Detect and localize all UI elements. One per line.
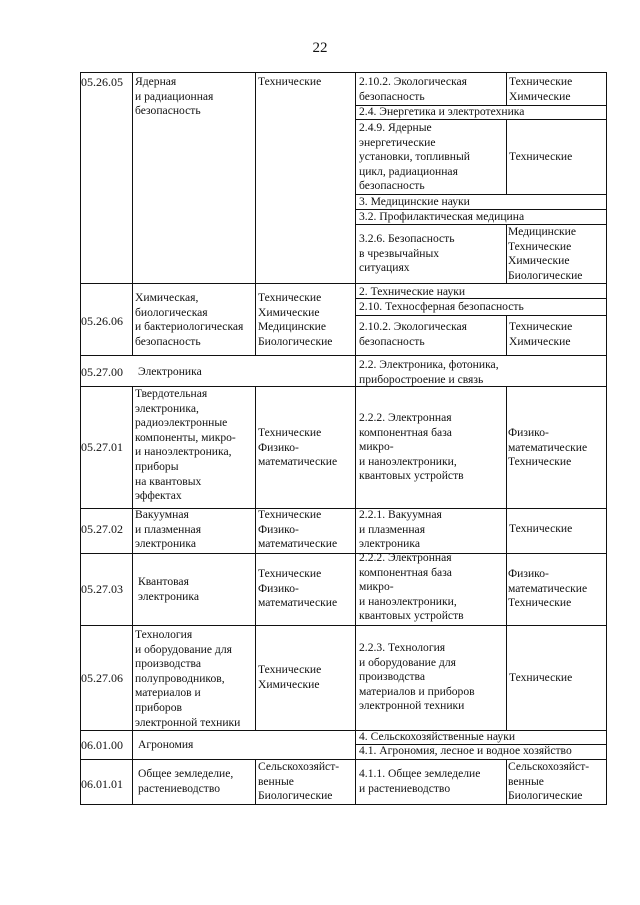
cell-r5-code — [81, 522, 123, 537]
cell-line: 2.10.2. Экологическая — [359, 320, 468, 333]
cell-line: 4.1.1. Общее земледелие — [359, 767, 481, 780]
cell-line: и плазменная — [135, 522, 202, 536]
cell-r1-sub2 — [359, 121, 470, 194]
grid-line — [506, 759, 507, 805]
cell-r1-grp2 — [359, 195, 470, 210]
cell-r9-code — [81, 777, 123, 792]
cell-line: и наноэлектроника, — [135, 445, 232, 459]
cell-line: компоненты, микро- — [135, 430, 236, 444]
cell-line: Биологические — [258, 789, 333, 803]
cell-line: квантовых устройств — [359, 469, 464, 483]
cell-r2-sub1-sci — [509, 320, 572, 349]
cell-line: 2. Технические науки — [359, 285, 466, 298]
cell-line: компонентная база — [359, 565, 452, 579]
cell-line: венные — [258, 774, 294, 788]
grid-line — [355, 72, 356, 805]
cell-r5-sub — [359, 508, 442, 552]
cell-line: Сельскохозяйст- — [258, 760, 340, 773]
cell-line: электронной техники — [135, 715, 241, 729]
grid-line — [255, 386, 256, 731]
cell-r2-name — [135, 291, 243, 349]
cell-line: математические — [258, 537, 338, 551]
cell-r5-sub-sci — [509, 522, 572, 537]
cell-r4-code — [81, 440, 123, 455]
grid-line — [80, 553, 607, 554]
cell-r2-sub1 — [359, 320, 467, 349]
cell-line: 05.27.02 — [81, 522, 123, 536]
cell-line: 3.2. Профилактическая медицина — [359, 210, 525, 223]
cell-line: приборов — [135, 700, 182, 714]
cell-line: Физико- — [258, 522, 299, 536]
cell-line: 2.2.2. Электронная — [359, 551, 452, 564]
cell-line: Химические — [258, 677, 320, 691]
grid-line — [355, 315, 607, 316]
cell-line: 3.2.6. Безопасность — [359, 232, 455, 245]
grid-line — [506, 315, 507, 356]
cell-line: и радиационная — [135, 89, 214, 103]
cell-line: Физико- — [508, 567, 549, 580]
grid-line — [80, 625, 607, 626]
cell-line: 2.2.1. Вакуумная — [359, 508, 442, 521]
grid-line — [606, 72, 607, 805]
grid-line — [506, 224, 507, 284]
cell-line: Химическая, — [135, 291, 199, 304]
cell-line: электроника — [138, 589, 199, 603]
cell-line: цикл, радиационная — [359, 164, 458, 178]
cell-line: 2.10.2. Экологическая — [359, 75, 468, 88]
cell-line: и оборудование для — [359, 655, 456, 669]
cell-line: 2.2.2. Электронная — [359, 411, 452, 424]
cell-line: электронной техники — [359, 699, 465, 713]
cell-line: 2.2.3. Технология — [359, 641, 446, 654]
cell-line: Технические — [258, 508, 322, 521]
cell-line: Общее земледелие, — [138, 767, 234, 780]
cell-r4-sub-sci — [508, 426, 587, 470]
cell-line: производства — [359, 670, 426, 684]
grid-line — [80, 72, 607, 73]
cell-r4-name — [135, 387, 236, 504]
cell-r1-sub2-sci — [509, 150, 572, 165]
cell-line: Биологические — [508, 789, 583, 803]
cell-line: Технические — [258, 426, 322, 439]
cell-line: Технические — [258, 75, 322, 88]
cell-line: Технические — [258, 567, 322, 580]
cell-line: электроника — [135, 537, 196, 551]
cell-r9-name — [138, 767, 233, 796]
cell-line: и плазменная — [359, 522, 426, 536]
cell-line: 05.27.06 — [81, 671, 123, 685]
grid-line — [255, 759, 256, 805]
cell-r1-sub3-sci — [508, 225, 582, 283]
cell-r6-code — [81, 582, 123, 597]
cell-r8-grp1 — [359, 730, 515, 745]
cell-line: Технические — [509, 75, 573, 88]
cell-r7-sub — [359, 641, 475, 714]
cell-r6-name — [138, 575, 199, 604]
cell-line: математические — [508, 440, 588, 454]
cell-line: 2.2. Электроника, фотоника, — [359, 358, 499, 371]
cell-line: 2.10. Техносферная безопасность — [359, 300, 524, 313]
cell-line: и растениеводство — [359, 781, 451, 795]
page-number: 22 — [312, 40, 328, 56]
cell-line: безопасность — [135, 334, 201, 348]
grid-line — [506, 72, 507, 106]
cell-line: Химические — [258, 305, 320, 319]
cell-line: безопасность — [359, 89, 425, 103]
cell-line: и наноэлектроники, — [359, 594, 457, 608]
cell-r8-grp2 — [359, 744, 572, 759]
cell-line: Технические — [508, 455, 572, 469]
cell-r1-code — [81, 75, 123, 90]
cell-line: 05.27.00 — [81, 365, 123, 379]
cell-line: Физико- — [258, 581, 299, 595]
cell-line: математические — [508, 581, 588, 595]
cell-line: 4. Сельскохозяйственные науки — [359, 730, 516, 743]
grid-line — [132, 386, 133, 805]
cell-line: Физико- — [508, 426, 549, 439]
cell-r9-sci — [258, 760, 339, 804]
cell-r9-sub-sci — [508, 760, 589, 804]
cell-line: Технические — [508, 596, 572, 610]
cell-r2-code — [81, 314, 123, 329]
cell-line: электроника, — [135, 401, 199, 415]
grid-line — [506, 386, 507, 731]
cell-line: эффектах — [135, 489, 182, 503]
cell-line: приборостроение и связь — [359, 372, 484, 386]
cell-r7-code — [81, 671, 123, 686]
cell-line: Биологические — [508, 268, 583, 282]
cell-line: на квантовых — [135, 474, 202, 488]
cell-r7-name — [135, 628, 240, 730]
cell-line: Физико- — [258, 440, 299, 454]
cell-line: электроника — [359, 537, 420, 551]
cell-line: Ядерная — [135, 75, 177, 88]
cell-line: и наноэлектроники, — [359, 454, 457, 468]
cell-line: Технические — [258, 291, 322, 304]
cell-line: математические — [258, 455, 338, 469]
cell-line: Вакуумная — [135, 508, 189, 521]
cell-line: безопасность — [359, 334, 425, 348]
cell-r1-sci — [258, 75, 321, 90]
cell-line: Медицинские — [258, 320, 326, 334]
cell-r7-sci — [258, 663, 321, 692]
cell-r3-code — [81, 365, 123, 380]
cell-line: в чрезвычайных — [359, 246, 440, 260]
cell-line: биологическая — [135, 305, 208, 319]
cell-line: микро- — [359, 440, 394, 454]
cell-line: безопасность — [359, 179, 425, 193]
cell-r9-sub — [359, 767, 480, 796]
cell-line: и оборудование для — [135, 642, 232, 656]
cell-r2-sci — [258, 291, 332, 349]
cell-line: 05.27.01 — [81, 440, 123, 454]
cell-line: Технические — [509, 320, 573, 333]
cell-line: производства — [135, 657, 202, 671]
cell-line: 05.27.03 — [81, 582, 123, 596]
cell-line: Химические — [508, 254, 570, 268]
cell-line: математические — [258, 596, 338, 610]
grid-line — [255, 72, 256, 356]
cell-line: энергетические — [359, 135, 436, 149]
cell-r6-sub — [359, 551, 464, 624]
cell-line: Технические — [508, 239, 572, 253]
cell-line: Биологические — [258, 334, 333, 348]
cell-line: 2.4. Энергетика и электротехника — [359, 105, 525, 118]
cell-line: Технические — [509, 150, 573, 163]
cell-r1-sub3 — [359, 232, 455, 276]
cell-line: материалов и приборов — [359, 684, 475, 698]
grid-line — [80, 804, 607, 805]
cell-line: Химические — [509, 334, 571, 348]
grid-line — [80, 72, 81, 805]
cell-line: растениеводство — [138, 781, 221, 795]
cell-line: 2.4.9. Ядерные — [359, 121, 432, 134]
cell-r3-grp — [359, 358, 499, 387]
cell-line: приборы — [135, 459, 179, 473]
cell-r4-sci — [258, 426, 337, 470]
cell-line: 06.01.00 — [81, 738, 123, 752]
cell-line: Медицинские — [508, 225, 576, 238]
cell-line: 05.26.05 — [81, 75, 123, 89]
grid-line — [506, 119, 507, 195]
cell-r8-code — [81, 738, 123, 753]
cell-r3-name — [138, 365, 202, 380]
cell-r5-sci — [258, 508, 337, 552]
cell-line: и бактериологическая — [135, 320, 244, 334]
cell-line: микро- — [359, 580, 394, 594]
grid-line — [80, 355, 607, 356]
cell-line: Электроника — [138, 365, 202, 378]
cell-line: 4.1. Агрономия, лесное и водное хозяйство — [359, 744, 572, 757]
cell-line: Квантовая — [138, 575, 189, 588]
cell-r2-grp1 — [359, 285, 465, 300]
cell-r1-name — [135, 75, 213, 119]
cell-r1-grp3 — [359, 210, 524, 225]
cell-r5-name — [135, 508, 201, 552]
cell-line: Агрономия — [138, 738, 194, 751]
cell-r8-name — [138, 738, 193, 753]
cell-line: полупроводников, — [135, 671, 225, 685]
cell-line: квантовых устройств — [359, 609, 464, 623]
cell-line: Сельскохозяйст- — [508, 760, 590, 773]
cell-line: Технические — [509, 522, 573, 535]
cell-r7-sub-sci — [509, 671, 572, 686]
cell-line: установки, топливный — [359, 150, 470, 164]
cell-line: материалов и — [135, 686, 201, 700]
cell-r1-sub1 — [359, 75, 467, 104]
cell-line: венные — [508, 774, 544, 788]
cell-line: Твердотельная — [135, 387, 208, 400]
cell-r6-sub-sci — [508, 567, 587, 611]
cell-line: 05.26.06 — [81, 314, 123, 328]
cell-line: 06.01.01 — [81, 777, 123, 791]
cell-line: Химические — [509, 89, 571, 103]
cell-line: Технология — [135, 628, 193, 641]
cell-line: безопасность — [135, 104, 201, 118]
cell-line: ситуациях — [359, 261, 410, 275]
grid-line — [132, 72, 133, 356]
cell-line: компонентная база — [359, 425, 452, 439]
cell-r6-sci — [258, 567, 337, 611]
cell-r1-sub1-sci — [509, 75, 572, 104]
cell-line: Технические — [258, 663, 322, 676]
cell-r4-sub — [359, 411, 464, 484]
cell-line: радиоэлектронные — [135, 416, 228, 430]
cell-r1-grp1 — [359, 105, 524, 120]
cell-line: 3. Медицинские науки — [359, 195, 470, 208]
cell-line: Технические — [509, 671, 573, 684]
cell-r2-grp2 — [359, 300, 524, 315]
